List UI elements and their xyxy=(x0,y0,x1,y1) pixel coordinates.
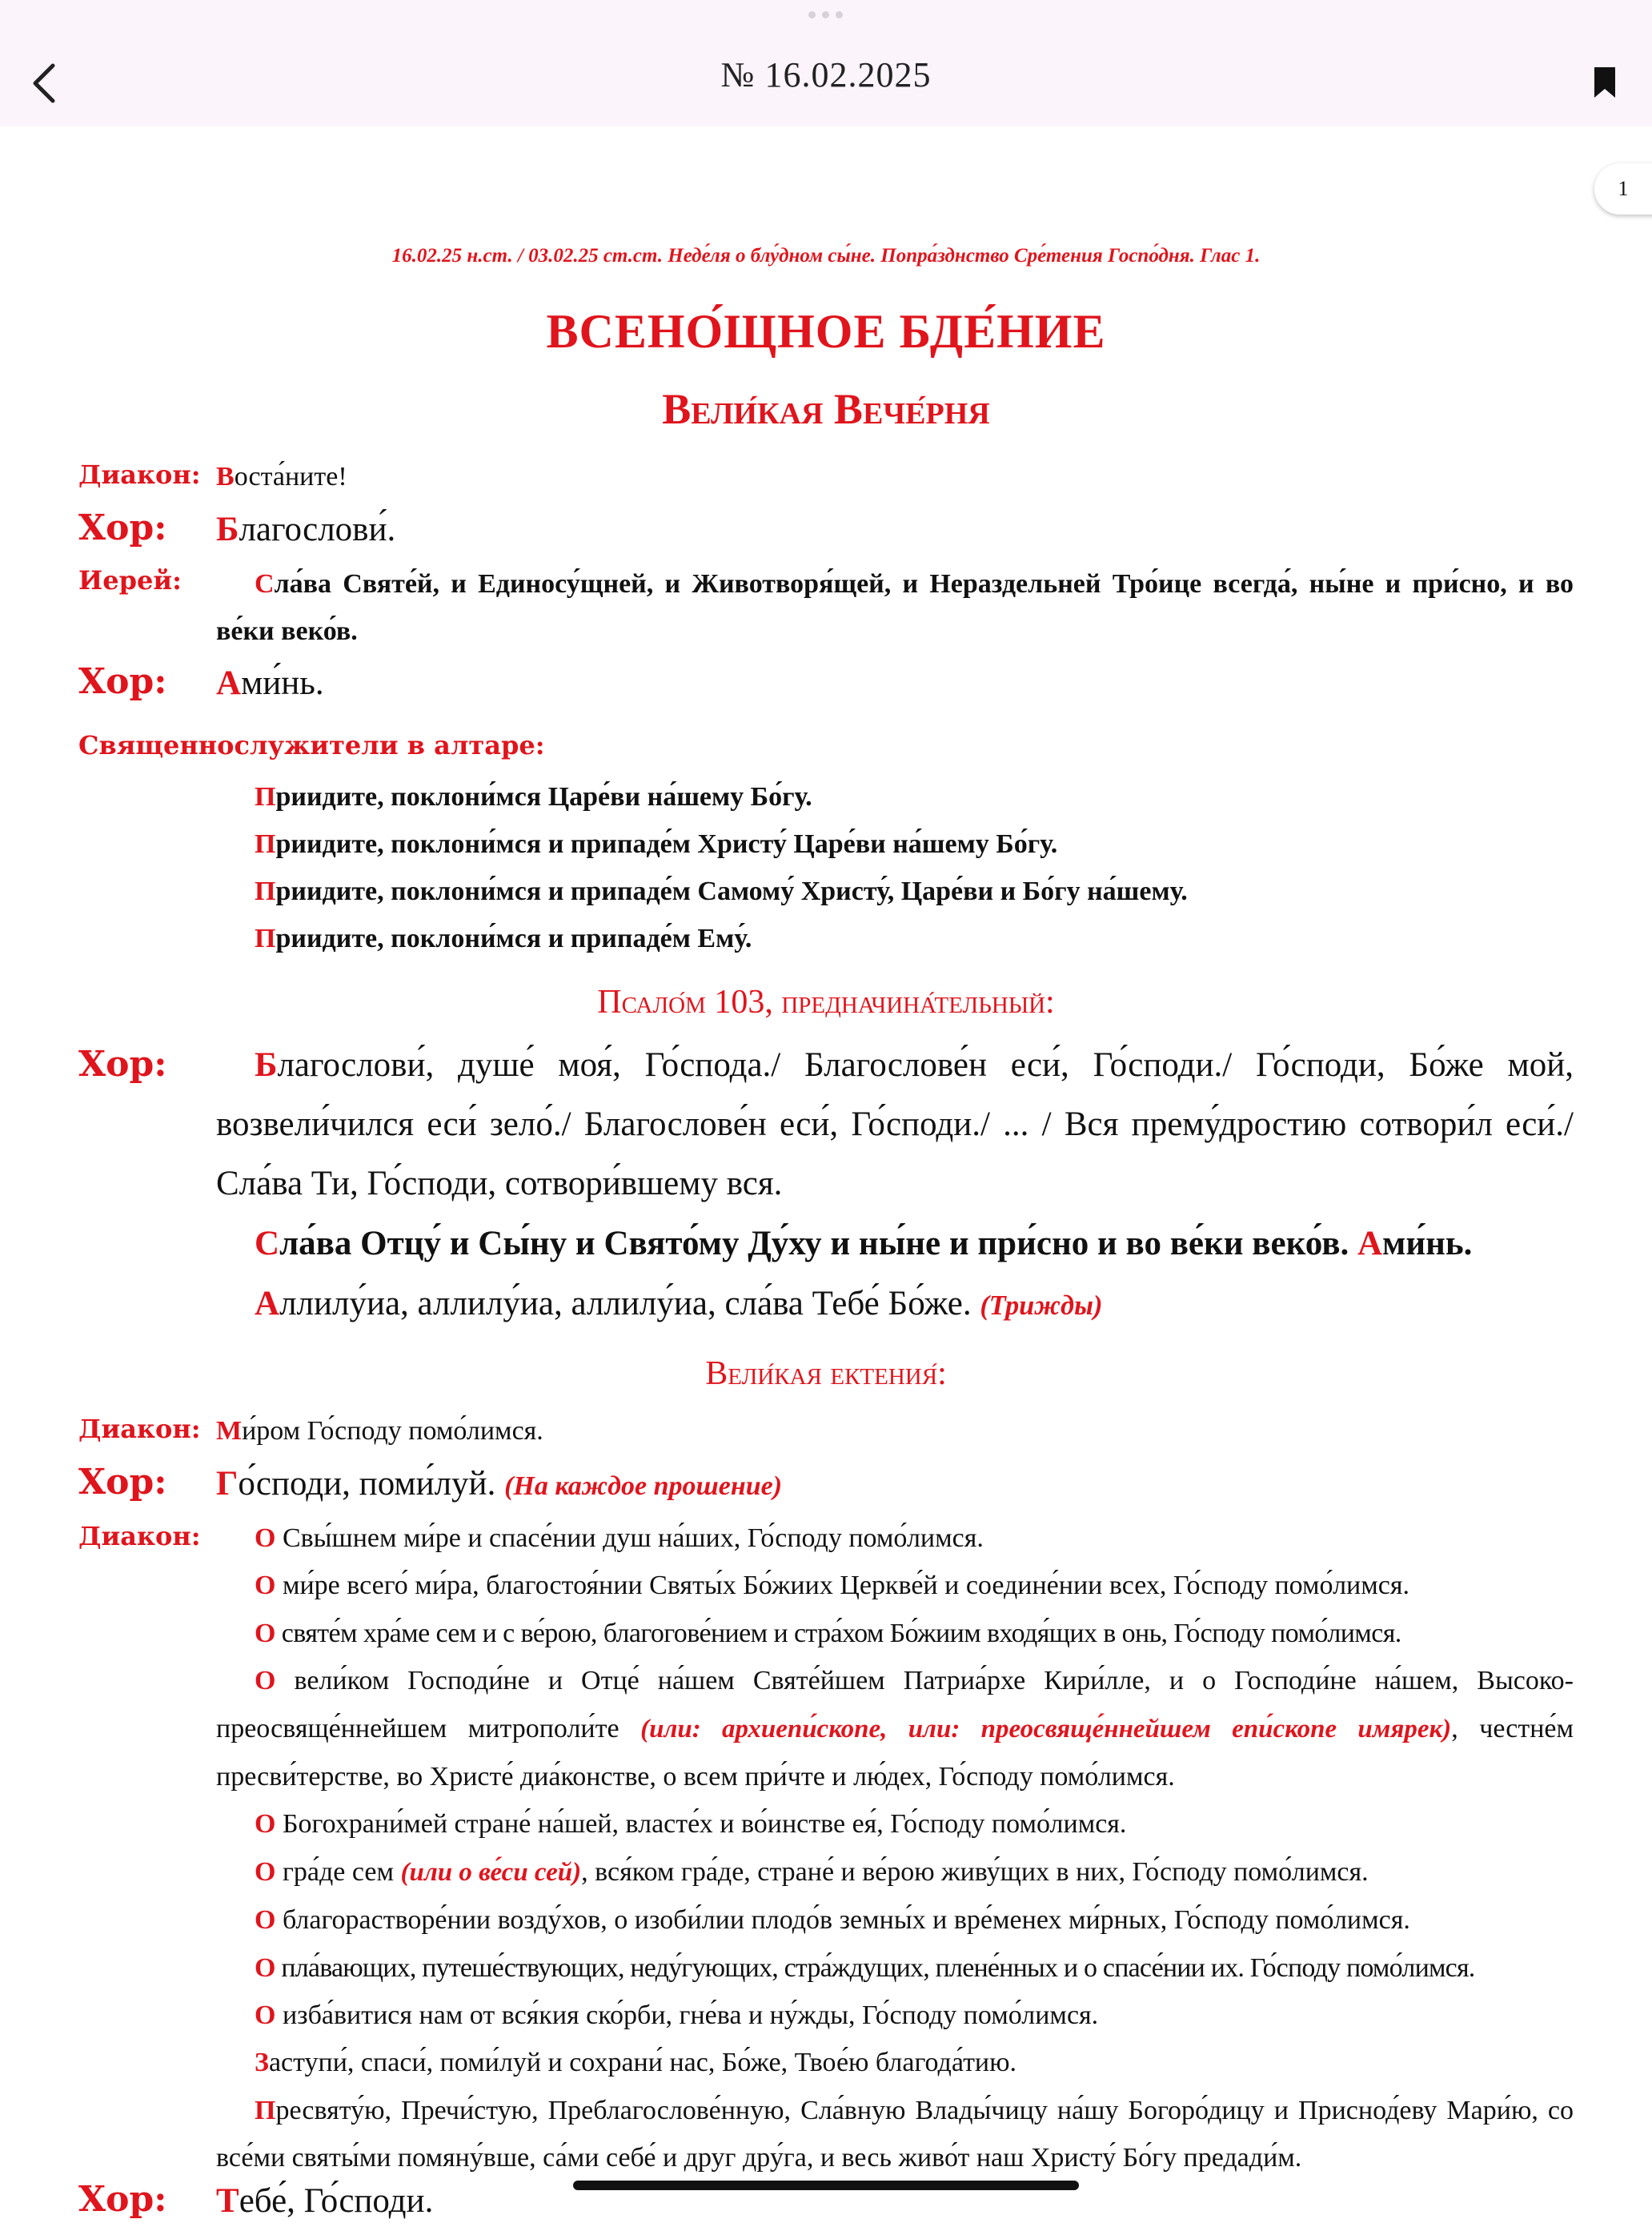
speaker-label: Хор: xyxy=(78,661,167,702)
initial-letter: О xyxy=(255,1571,276,1601)
rubric-note: (или: архиепи́скопе, или: преосвяще́ннейшем епи́скопе имярек) xyxy=(640,1714,1452,1743)
page-title: № 16.02.2025 xyxy=(720,55,932,94)
verse-line xyxy=(255,868,1574,915)
petition xyxy=(178,1992,1574,2039)
petition-text: ресвяту́ю, Пречи́стую, Преблагослове́нную, Сла́вную Влады́чицу на́шу Богоро́дицу и Приснод́еву Мари́ю, со все́ми святы́ми помяну́вше, са́ми себе́ и друг дру́га, и весь живо́т наш Христу́ Бо́гу предади́м. xyxy=(216,2095,1574,2173)
line-text: оста́ните! xyxy=(234,462,347,492)
multitask-dots[interactable] xyxy=(808,11,844,19)
home-indicator[interactable] xyxy=(573,2181,1079,2190)
petition xyxy=(178,1657,1574,1800)
speaker-label: Хор: xyxy=(78,508,167,548)
rubric-note: (На каждое прошение) xyxy=(504,1471,783,1501)
petition-text: ми́ре всего́ ми́ра, благостоя́нии Святы́х Бо́жиих Церкве́й и соедине́нии всех, Го́споду помо́лимся. xyxy=(275,1571,1409,1601)
initial-letter: П xyxy=(255,877,276,906)
initial-letter: О xyxy=(255,1905,276,1936)
rubric-note: (или о ве́си сей) xyxy=(400,1857,582,1887)
line-text: ла́ва Святе́й, и Единосу́щней, и Животворя́щей, и Нераздельней Тро́ице всегда́, ны́не и при́сно, и во ве́ки веко́в. xyxy=(216,569,1574,646)
line-text: ебе́, Го́споди. xyxy=(239,2182,434,2220)
speaker-label: Диакон: xyxy=(78,1521,201,1551)
initial-letter: М xyxy=(216,1416,243,1446)
litany-heading: Вели́кая ектения́: xyxy=(705,1355,947,1392)
initial-letter: В xyxy=(216,462,235,492)
verse-line xyxy=(255,915,1574,962)
initial-letter: А xyxy=(216,664,242,702)
petition xyxy=(178,1562,1574,1609)
line-text: лагослови́, душе́ моя́, Го́спода./ Благослове́н еси́, Го́споди./ Го́споди, Бо́же мой, возвели́чился еси́ зело́./ Благослове́н еси́, Го́споди./ ... / Вся прему́дростию сотвори́л еси́./ Сла́ва Ти, Го́споди, сотвори́вшему вся. xyxy=(216,1046,1574,1202)
initial-letter: О xyxy=(255,1952,275,1983)
petition-text: , вся́ком гра́де, стране́ и ве́рою живу́щих в них, Го́споду помо́лимся. xyxy=(581,1856,1369,1887)
verse-text: риидите, поклони́мся и припаде́м Самому́ Христу́, Царе́ви и Бо́гу на́шему. xyxy=(275,877,1188,906)
petition xyxy=(178,1610,1574,1657)
line-text: ллилу́иа, аллилу́иа, аллилу́иа, сла́ва Тебе́ Бо́же. xyxy=(279,1285,980,1322)
initial-letter: Б xyxy=(216,511,239,548)
petition xyxy=(178,1944,1574,1992)
line-text: ми́нь. xyxy=(1382,1225,1473,1262)
initial-letter: А xyxy=(255,1285,280,1322)
speaker-label: Диакон: xyxy=(78,1414,201,1444)
verse-text: риидите, поклони́мся и припаде́м Христу́ Царе́ви на́шему Бо́гу. xyxy=(275,829,1058,859)
initial-letter: А xyxy=(1357,1225,1383,1262)
line-text: ла́ва Отцу́ и Сы́ну и Свято́му Ду́ху и ны́не и при́сно и во ве́ки веко́в. xyxy=(279,1225,1357,1262)
petition xyxy=(178,1848,1574,1896)
initial-letter: С xyxy=(255,569,275,599)
verse-line xyxy=(255,773,1574,821)
petition xyxy=(178,2039,1574,2086)
initial-letter: О xyxy=(255,1856,276,1887)
petition-text: пла́вающих, путеше́ствующих, неду́гующих, стра́ждущих, плене́нных и о спасе́нии их. Го́споду помо́лимся. xyxy=(275,1952,1475,1983)
initial-letter: С xyxy=(255,1225,280,1262)
psalm-heading: Псало́м 103, предначина́тельный: xyxy=(597,984,1055,1021)
speaker-label: Иерей: xyxy=(78,565,182,596)
petition-text: изба́витися нам от вся́кия ско́рби, гне́ва и ну́жды, Го́споду помо́лимся. xyxy=(275,2000,1099,2031)
verse-text: риидите, поклони́мся и припаде́м Ему́. xyxy=(275,924,752,953)
initial-letter: Т xyxy=(216,2182,239,2220)
petition xyxy=(178,1896,1574,1944)
initial-letter: П xyxy=(255,829,276,859)
bookmark-icon[interactable] xyxy=(1593,66,1617,99)
verse-text: риидите, поклони́мся Царе́ви на́шему Бо́гу. xyxy=(275,782,812,812)
line-text: и́ром Го́споду помо́лимся. xyxy=(242,1416,543,1446)
petition xyxy=(178,1800,1574,1848)
speaker-label: Хор: xyxy=(78,1044,167,1085)
initial-letter: П xyxy=(255,782,276,812)
speaker-label: Хор: xyxy=(78,1462,167,1503)
petition xyxy=(178,2087,1574,2182)
petition xyxy=(178,1515,1574,1562)
petition-text: вели́ком Господи́не и Отце́ на́шем Святе́йшем Патриа́рхе Кири́лле, и о Господи́не на́шем, Высокопреосвяще́ннейшем митрополи́те xyxy=(216,1666,1574,1743)
initial-letter: О xyxy=(255,1666,276,1696)
service-title: ВСЕНО́ЩНОЕ БДЕ́НИЕ xyxy=(546,305,1106,358)
initial-letter: П xyxy=(255,2095,276,2125)
initial-letter: О xyxy=(255,1523,276,1553)
petition-text: Свы́шнем ми́ре и спасе́нии душ на́ших, Го́споду помо́лимся. xyxy=(275,1523,984,1553)
speaker-label: Диакон: xyxy=(78,459,201,490)
initial-letter: О xyxy=(255,2000,276,2031)
initial-letter: Б xyxy=(255,1046,278,1084)
petition-text: благорастворе́нии возду́хов, о изоби́лии плодо́в земны́х и вре́менех ми́рных, Го́споду помо́лимся. xyxy=(275,1905,1410,1936)
petition-text: гра́де сем xyxy=(275,1856,401,1887)
initial-letter: З xyxy=(255,2048,269,2078)
line-text: о́споди, поми́луй. xyxy=(238,1465,505,1503)
line-text: лагослови́. xyxy=(239,511,396,548)
initial-letter: О xyxy=(255,1809,276,1840)
initial-letter: П xyxy=(255,924,276,953)
petition-text: , честне́м пресви́терстве, во Христе́ диа́констве, о всем при́чте и лю́дех, Го́споду помо́лимся. xyxy=(216,1713,1574,1792)
initial-letter: О xyxy=(255,1618,275,1648)
speaker-label: Священнослужители в алтаре: xyxy=(78,730,545,760)
petition-text: аступи́, спаси́, поми́луй и сохрани́ нас, Бо́же, Твое́ю благода́тию. xyxy=(268,2048,1017,2078)
speaker-label: Хор: xyxy=(78,2179,167,2220)
petition-text: Богохрани́мей стране́ на́шей, власте́х и во́инстве ея́, Го́споду помо́лимся. xyxy=(275,1809,1127,1840)
page-number-badge[interactable]: 1 xyxy=(1594,163,1652,215)
top-bar xyxy=(0,0,1652,126)
date-line: 16.02.25 н.ст. / 03.02.25 ст.ст. Неде́ля о блу́дном сы́не. Попра́зднство Сре́тения Госпо́дня. Глас 1. xyxy=(391,245,1261,267)
initial-letter: Г xyxy=(216,1465,239,1503)
service-subtitle: Вели́кая Вече́рня xyxy=(662,385,990,433)
rubric-note: (Трижды) xyxy=(980,1290,1103,1321)
line-text: ми́нь. xyxy=(241,664,324,702)
verse-line xyxy=(255,821,1574,868)
petition-text: святе́м хра́ме сем и с ве́рою, благогове́нием и стра́хом Бо́жиим входя́щих в онь, Го́споду помо́лимся. xyxy=(275,1618,1401,1648)
